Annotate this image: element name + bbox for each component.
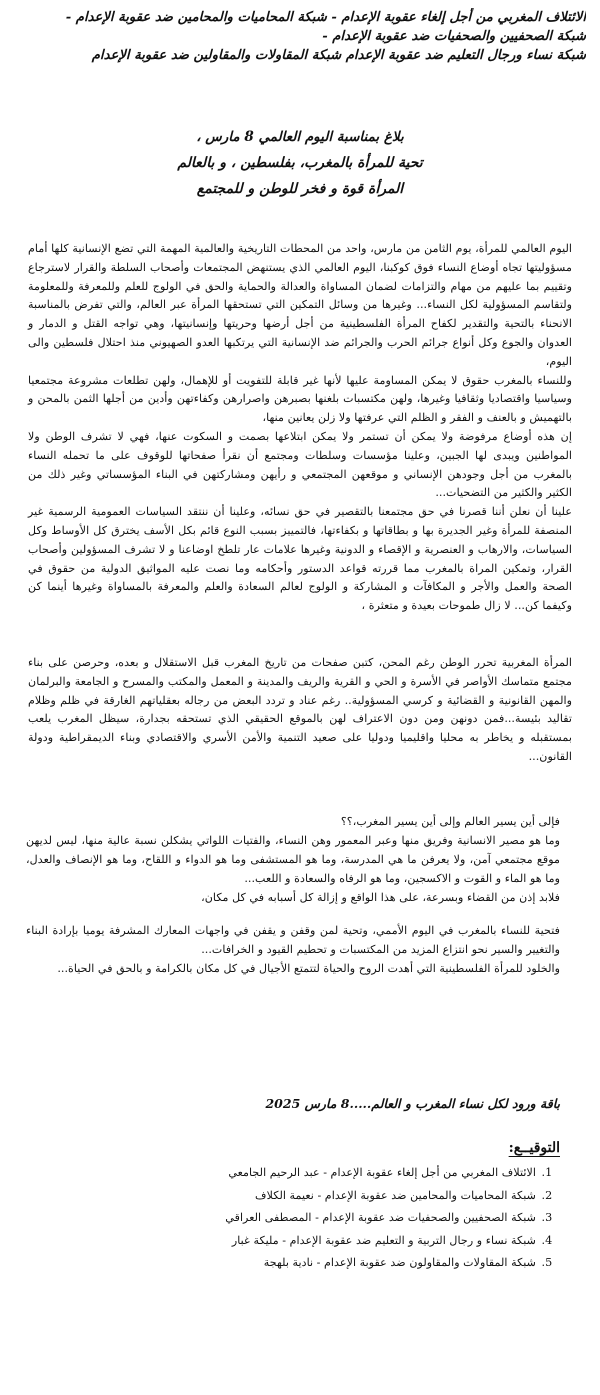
header-line-3: شبكة نساء ورجال التعليم ضد عقوبة الإعدام شبكة المقاولات والمقاولين ضد عقوبة الإعدام [91,48,586,63]
header-line-2: شبكة الصحفيين والصحفيات ضد عقوبة الإعدام - [322,29,586,44]
signature-item: 5. شبكة المقاولات والمقاولون ضد عقوبة الإعدام - نادية بلهجة [40,1252,538,1275]
signature-item: 4. شبكة نساء و رجال التربية و التعليم ضد عقوبة الإعدام - مليكة غبار [40,1230,538,1253]
spacer [28,616,572,654]
signature-item: 2. شبكة المحاميات والمحامين ضد عقوبة الإعدام - نعيمة الكلاف [40,1185,538,1208]
body-paragraph-2: وللنساء بالمغرب حقوق لا يمكن المساومة عليها لأنها غير قابلة للتفويت أو للإهمال، ولهن تطلعات مشروعة مجتمعيا وسياسيا واقتصاديا وثقافيا وغيرها، ولهن مكتسبات بلغنها بصبرهن واصرارهن وكفاءتهن وأدين من أجلها الثمن بالمحن و بالتهميش و بالعنف و الفقر و الظلم التي عرفتها ولا زلن يعانين منها، [28,373,572,425]
body-paragraph-4: علينا أن نعلن أننا قصرنا في حق مجتمعنا بالتقصير في حق نسائه، وعلينا أن ننتقد السياسات العمومية الرسمية غير المنصفة للمرأة وغير الجديرة بها و بطاقاتها و بكفاءتها، فالتمييز بسبب النوع قائم بكل الأسف يخترق كل الأوساط وكل السياسات، والارهاب و العنصرية و الإقصاء و الدونية وغيرها علامات عار تلطخ اوضاعنا و لا تشرف المسؤولين وأصحاب القرار، وتمكين المراة بالمغرب مما قررته قواعد الدستور وأحكامه وما نصت عليه المواثيق الدولية من حقوق في الصحة والعمل والأجر و المكافآت و المشاركة و الولوج لعالم السعادة والعلم والمعرفة بالمساواة وغيرها أينما كن وكيفما كن... لا زال طموحات بعيدة و متعثرة ، [28,505,572,613]
body-paragraph-1: اليوم العالمي للمرأة، يوم الثامن من مارس، واحد من المحطات التاريخية والعالمية المهمة التي تضع الإنسانية كلها أمام مسؤوليتها تجاه أوضاع النساء فوق كوكبنا، اليوم العالمي الذي يستنهض المجتمعات وأصحاب السلطة والقرار لاسترجاع وتقييم بما عليهم من مهام والتزامات لضمان المساواة والعدالة والحماية والحق في الولوج للعلم وللمعرفة وللمعلومة ولتقاسم المسؤولية لكل النساء... وغيرها من وسائل التمكين التي تستحقها المرأة عبر العالم، والتي تفرض بالمناسبة الانحناء بالتحية والتقدير لكفاح المرأة الفلسطينية من أجل أرضها وحريتها وإنسانيتها، وهي تواجه القتل و الدمار و العدوان والجوع وكل أنواع جرائم الحرب والجرائم ضد الإنسانية التي يرتكبها العدو الصهيوني منذ احتلال فلسطين والى اليوم، [28,242,572,368]
signature-item: 3. شبكة الصحفيين والصحفيات ضد عقوبة الإعدام - المصطفى العراقي [40,1207,538,1230]
coalition-header [14,8,586,65]
closing-question: فإلى أين يسير العالم وإلى أين يسير المغرب،؟؟ [340,815,560,828]
statement-titles [60,124,540,202]
signatures-section [40,1137,560,1275]
closing-paragraph-4: والخلود للمرأة الفلسطينية التي أهدت الروح والحياة لتتمتع الأجيال في كل مكان بالكرامة و بالحق في الحياة... [57,962,560,975]
statement-subtitle-slogan: المرأة قوة و فخر للوطن و للمجتمع [196,181,404,197]
signature-item: 1. الائتلاف المغربي من أجل إلغاء عقوبة الإعدام - عبد الرحيم الجامعي [40,1162,538,1185]
body-paragraph-5: المرأة المغربية تحرر الوطن رغم المحن، كتبن صفحات من تاريخ المغرب قبل الاستقلال و بعده، وحرصن على بناء مجتمع متماسك الأواصر في الأسرة و الحي و القرية والريف والمدينة و المعمل والمكتب والمسرح و الجامعة والبرلمان والمهن القانونية و القضائية و كرسي المسؤولية.. رغم عناد و تردد البعض من رجاله بعقلياتهم الغارقة في ظلم وظلام تقاليد بئيسة...فمن دونهن ومن دون الاعتراف لهن بالموقع الحقيقي الذي تستحقه بجدارة، سيظل المغرب يلعب بمستقبله و يخاطر به محليا واقليميا ودوليا على صعيد التنمية والأمن الأسري والاقتصادي وبناء الديمقراطية ودولة القانون... [28,655,572,763]
header-line-1: الائتلاف المغربي من أجل إلغاء عقوبة الإعدام - شبكة المحاميات والمحامين ضد عقوبة الإعدام - [65,10,586,25]
statement-date: باقة ورود لكل نساء المغرب و العالم.....8 مارس 2025 [265,1096,560,1111]
signatures-list [40,1162,560,1275]
body-paragraph-3: إن هذه أوضاع مرفوضة ولا يمكن أن تستمر ولا يمكن ابتلاعها بصمت و السكوت عنها، فهي لا تشرف الوطن ولا المواطنين ويبدى لها الجبين، وعلينا مؤسسات وسلطات ومجتمع أن نقرأ صفحاتها للوقوف على ما تحمله النساء بالمغرب من أجل وجودهن الإنساني و موقعهن المجتمعي و رأيهن ومشاركتهن في البناء المؤسساتي وغير ذلك من الكثير والكثير من التضحيات... [28,429,572,500]
spacer [26,907,560,921]
statement-subtitle-greeting: تحية للمرأة بالمغرب، بفلسطين ، و بالعالم [177,155,423,171]
closing-paragraph-1: وما هو مصير الانسانية وفريق منها وعبر المعمور وهن النساء، والفتيات اللواتي يشكلن نسبة عالية منها، ليس لديهن موقع مجتمعي آمن، ولا يعرفن ما هي المدرسة، وما هو المستشفى وما هو الدواء و اللقاح، وما هو الإنصاف والعدل، وما هو الماء و القوت و الاكسجين، وما هو الرفاه والسعادة و اللعب... [26,834,560,885]
closing-paragraph-2: فلابد إذن من القضاء وبسرعة، على هذا الواقع و إزالة كل أسبابه في كل مكان، [201,891,560,904]
closing-paragraph-3: فتحية للنساء بالمغرب في اليوم الأممي، وتحية لمن وقفن و يقفن في واجهات المعارك المشرفة يوميا بإرادة البناء والتغيير والسير نحو انتزاع المزيد من المكتسبات و تحطيم القيود و الخرافات... [26,924,560,956]
statement-body [28,240,572,767]
statement-closing [26,812,560,978]
statement-title: بلاغ بمناسبة اليوم العالمي 8 مارس ، [196,129,404,145]
signatures-title: التوقيــع: [508,1140,560,1156]
